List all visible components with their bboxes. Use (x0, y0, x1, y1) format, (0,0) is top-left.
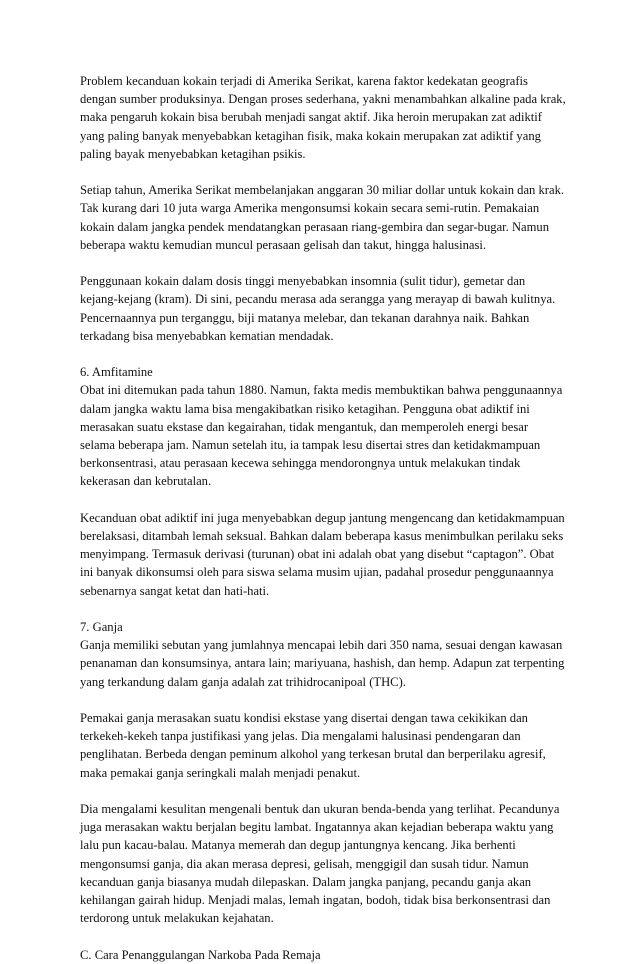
paragraph-kokain-3: Penggunaan kokain dalam dosis tinggi menyebabkan insomnia (sulit tidur), gemetar dan kejang-kejang (kram). Di sini, pecandu merasa ada serangga yang merayap di bawah kulitnya. Pencernaannya pun terganggu, biji matanya melebar, dan tekanan darahnya naik. Bahkan terkadang bisa menyebabkan kematian mendadak. (80, 274, 556, 343)
document-page (80, 72, 566, 964)
paragraph-kokain-2: Setiap tahun, Amerika Serikat membelanjakan anggaran 30 miliar dollar untuk kokain dan krak. Tak kurang dari 10 juta warga Amerika mengonsumsi kokain secara semi-rutin. Pemakaian kokain dalam jangka pendek mendatangkan perasaan riang-gembira dan segar-bugar. Namun beberapa waktu kemudian muncul perasaan gelisah dan takut, hingga halusinasi. (80, 183, 565, 252)
paragraph-amfitamine-1: Obat ini ditemukan pada tahun 1880. Namun, fakta medis membuktikan bahwa penggunaannya dalam jangka waktu lama bisa mengakibatkan risiko ketagihan. Pengguna obat adiktif ini merasakan suatu ekstase dan kegairahan, tidak mengantuk, dan memperoleh energi besar selama beberapa jam. Namun setelah itu, ia tampak lesu disertai stres dan ketidakmampuan berkonsentrasi, atau perasaan kecewa sehingga mendorongnya untuk melakukan tindak kekerasan dan kebrutalan. (80, 383, 563, 489)
paragraph-amfitamine-2: Kecanduan obat adiktif ini juga menyebabkan degup jantung mengencang dan ketidakmampuan berelaksasi, ditambah lemah seksual. Bahkan dalam beberapa kasus menimbulkan perilaku seks menyimpang. Termasuk derivasi (turunan) obat ini adalah obat yang disebut “captagon”. Obat ini banyak dikonsumsi oleh para siswa selama musim ujian, padahal prosedur penggunaannya sebenarnya sangat ketat dan hati-hati. (80, 510, 565, 598)
section-heading-ganja: 7. Ganja (80, 620, 123, 635)
paragraph-kokain-1: Problem kecanduan kokain terjadi di Amerika Serikat, karena faktor kedekatan geografis dengan sumber produksinya. Dengan proses sederhana, yakni menambahkan alkaline pada krak, maka pengaruh kokain bisa berubah menjadi sangat aktif. Jika heroin merupakan zat adiktif yang paling banyak menyebabkan ketagihan fisik, maka kokain merupakan zat adiktif yang paling bayak menyebabkan ketagihan psikis. (80, 74, 566, 161)
paragraph-ganja-3: Dia mengalami kesulitan mengenali bentuk dan ukuran benda-benda yang terlihat. Pecandunya juga merasakan waktu berjalan begitu lambat. Ingatannya akan kejadian beberapa waktu yang lalu pun kacau-balau. Matanya memerah dan degup jantungnya kencang. Jika berhenti mengonsumsi ganja, dia akan merasa depresi, gelisah, menggigil dan susah tidur. Namun kecanduan ganja biasanya mudah dilepaskan. Dalam jangka panjang, pecandu ganja akan kehilangan gairah hidup. Menjadi malas, lemah ingatan, bodoh, tidak bisa berkonsentrasi dan terdorong untuk melakukan kejahatan. (80, 802, 560, 926)
section-heading-penanggulangan: C. Cara Penanggulangan Narkoba Pada Remaja (80, 947, 321, 962)
paragraph-ganja-2: Pemakai ganja merasakan suatu kondisi ekstase yang disertai dengan tawa cekikikan dan terkekeh-kekeh tanpa justifikasi yang jelas. Dia mengalami halusinasi pendengaran dan penglihatan. Berbeda dengan peminum alkohol yang terkesan brutal dan berperilaku agresif, maka pemakai ganja seringkali malah menjadi penakut. (80, 711, 546, 780)
paragraph-ganja-1: Ganja memiliki sebutan yang jumlahnya mencapai lebih dari 350 nama, sesuai dengan kawasan penanaman dan konsumsinya, antara lain; mariyuana, hashish, dan hemp. Adapun zat terpenting yang terkandung dalam ganja adalah zat trihidrocanipoal (THC). (80, 638, 565, 689)
section-heading-amfitamine: 6. Amfitamine (80, 365, 153, 380)
